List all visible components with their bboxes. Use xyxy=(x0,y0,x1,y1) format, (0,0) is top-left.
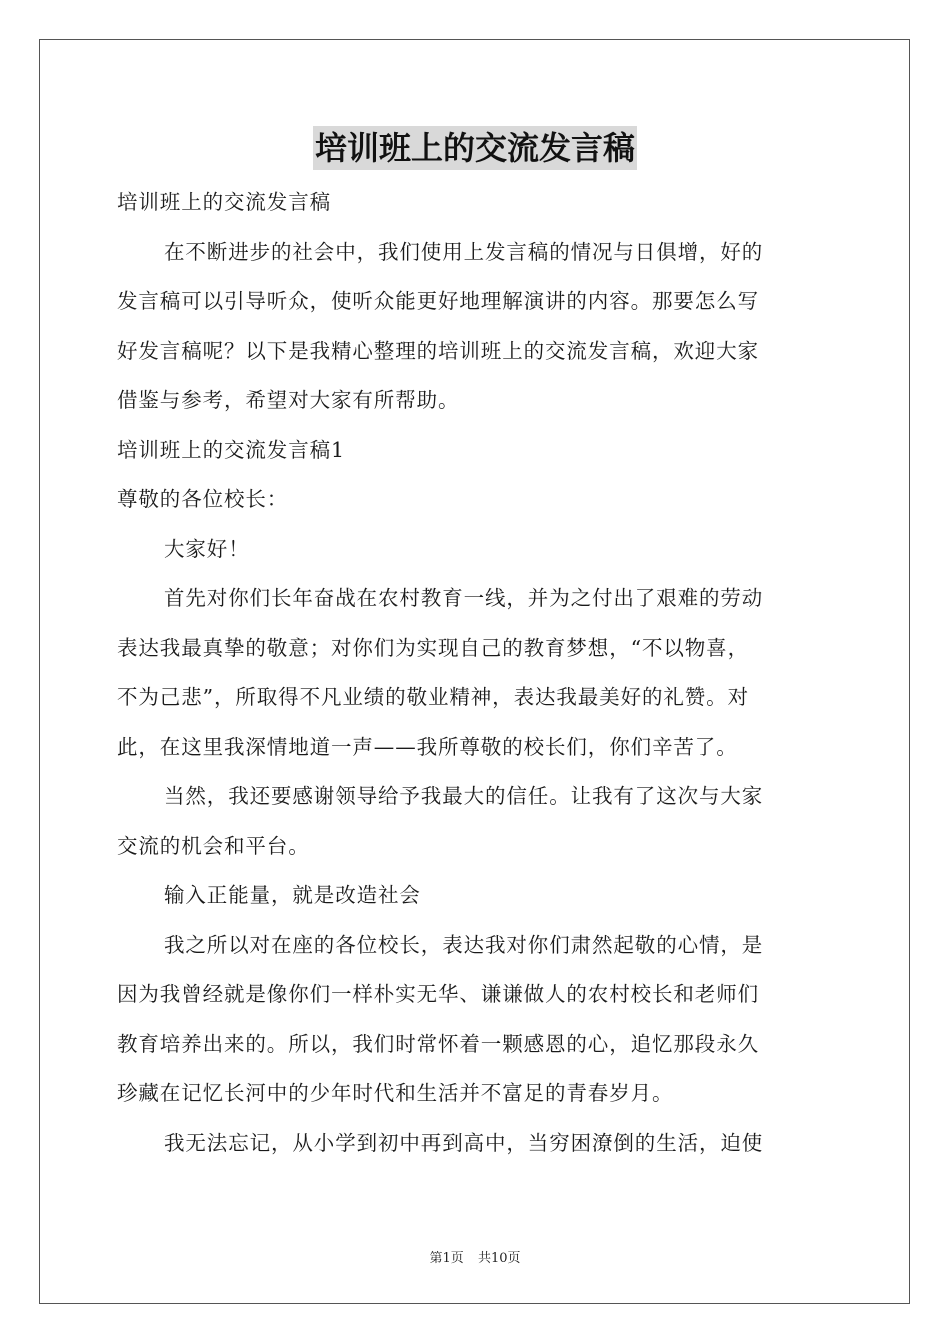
paragraph-line: 我之所以对在座的各位校长，表达我对你们肃然起敬的心情，是 xyxy=(164,932,764,957)
paragraph-line: 当然，我还要感谢领导给予我最大的信任。让我有了这次与大家 xyxy=(164,784,764,808)
paragraph-line: 教育培养出来的。所以，我们时常怀着一颗感恩的心，追忆那段永久 xyxy=(117,1031,759,1056)
subheading-line: 输入正能量，就是改造社会 xyxy=(164,883,421,907)
paragraph-line: 此，在这里我深情地道一声——我所尊敬的校长们，你们辛苦了。 xyxy=(117,734,738,759)
title-container xyxy=(0,126,950,170)
paragraph-line: 交流的机会和平台。 xyxy=(117,833,310,858)
page-total: 共10页 xyxy=(477,1251,521,1266)
page-number: 第1页 xyxy=(429,1251,464,1266)
salutation-line: 尊敬的各位校长： xyxy=(117,487,289,511)
page-footer xyxy=(0,1247,950,1266)
paragraph-line: 因为我曾经就是像你们一样朴实无华、谦谦做人的农村校长和老师们 xyxy=(117,982,759,1006)
paragraph-line: 不为己悲”，所取得不凡业绩的敬业精神，表达我最美好的礼赞。对 xyxy=(117,685,749,709)
document-body xyxy=(117,178,834,1168)
paragraph-line: 借鉴与参考，希望对大家有所帮助。 xyxy=(117,388,460,412)
document-title: 培训班上的交流发言稿 xyxy=(313,126,637,170)
paragraph-line: 我无法忘记，从小学到初中再到高中，当穷困潦倒的生活，迫使 xyxy=(164,1130,764,1155)
section-heading: 培训班上的交流发言稿1 xyxy=(117,437,345,462)
paragraph-line: 在不断进步的社会中，我们使用上发言稿的情况与日俱增，好的 xyxy=(164,239,764,264)
paragraph-line: 珍藏在记忆长河中的少年时代和生活并不富足的青春岁月。 xyxy=(117,1081,674,1105)
paragraph-line: 发言稿可以引导听众，使听众能更好地理解演讲的内容。那要怎么写 xyxy=(117,289,759,313)
greeting-line: 大家好！ xyxy=(164,536,250,561)
paragraph-line: 表达我最真挚的敬意；对你们为实现自己的教育梦想，“不以物喜， xyxy=(117,635,749,660)
subtitle-line: 培训班上的交流发言稿 xyxy=(117,190,331,214)
paragraph-line: 好发言稿呢？以下是我精心整理的培训班上的交流发言稿，欢迎大家 xyxy=(117,338,759,363)
paragraph-line: 首先对你们长年奋战在农村教育一线，并为之付出了艰难的劳动 xyxy=(164,586,764,610)
